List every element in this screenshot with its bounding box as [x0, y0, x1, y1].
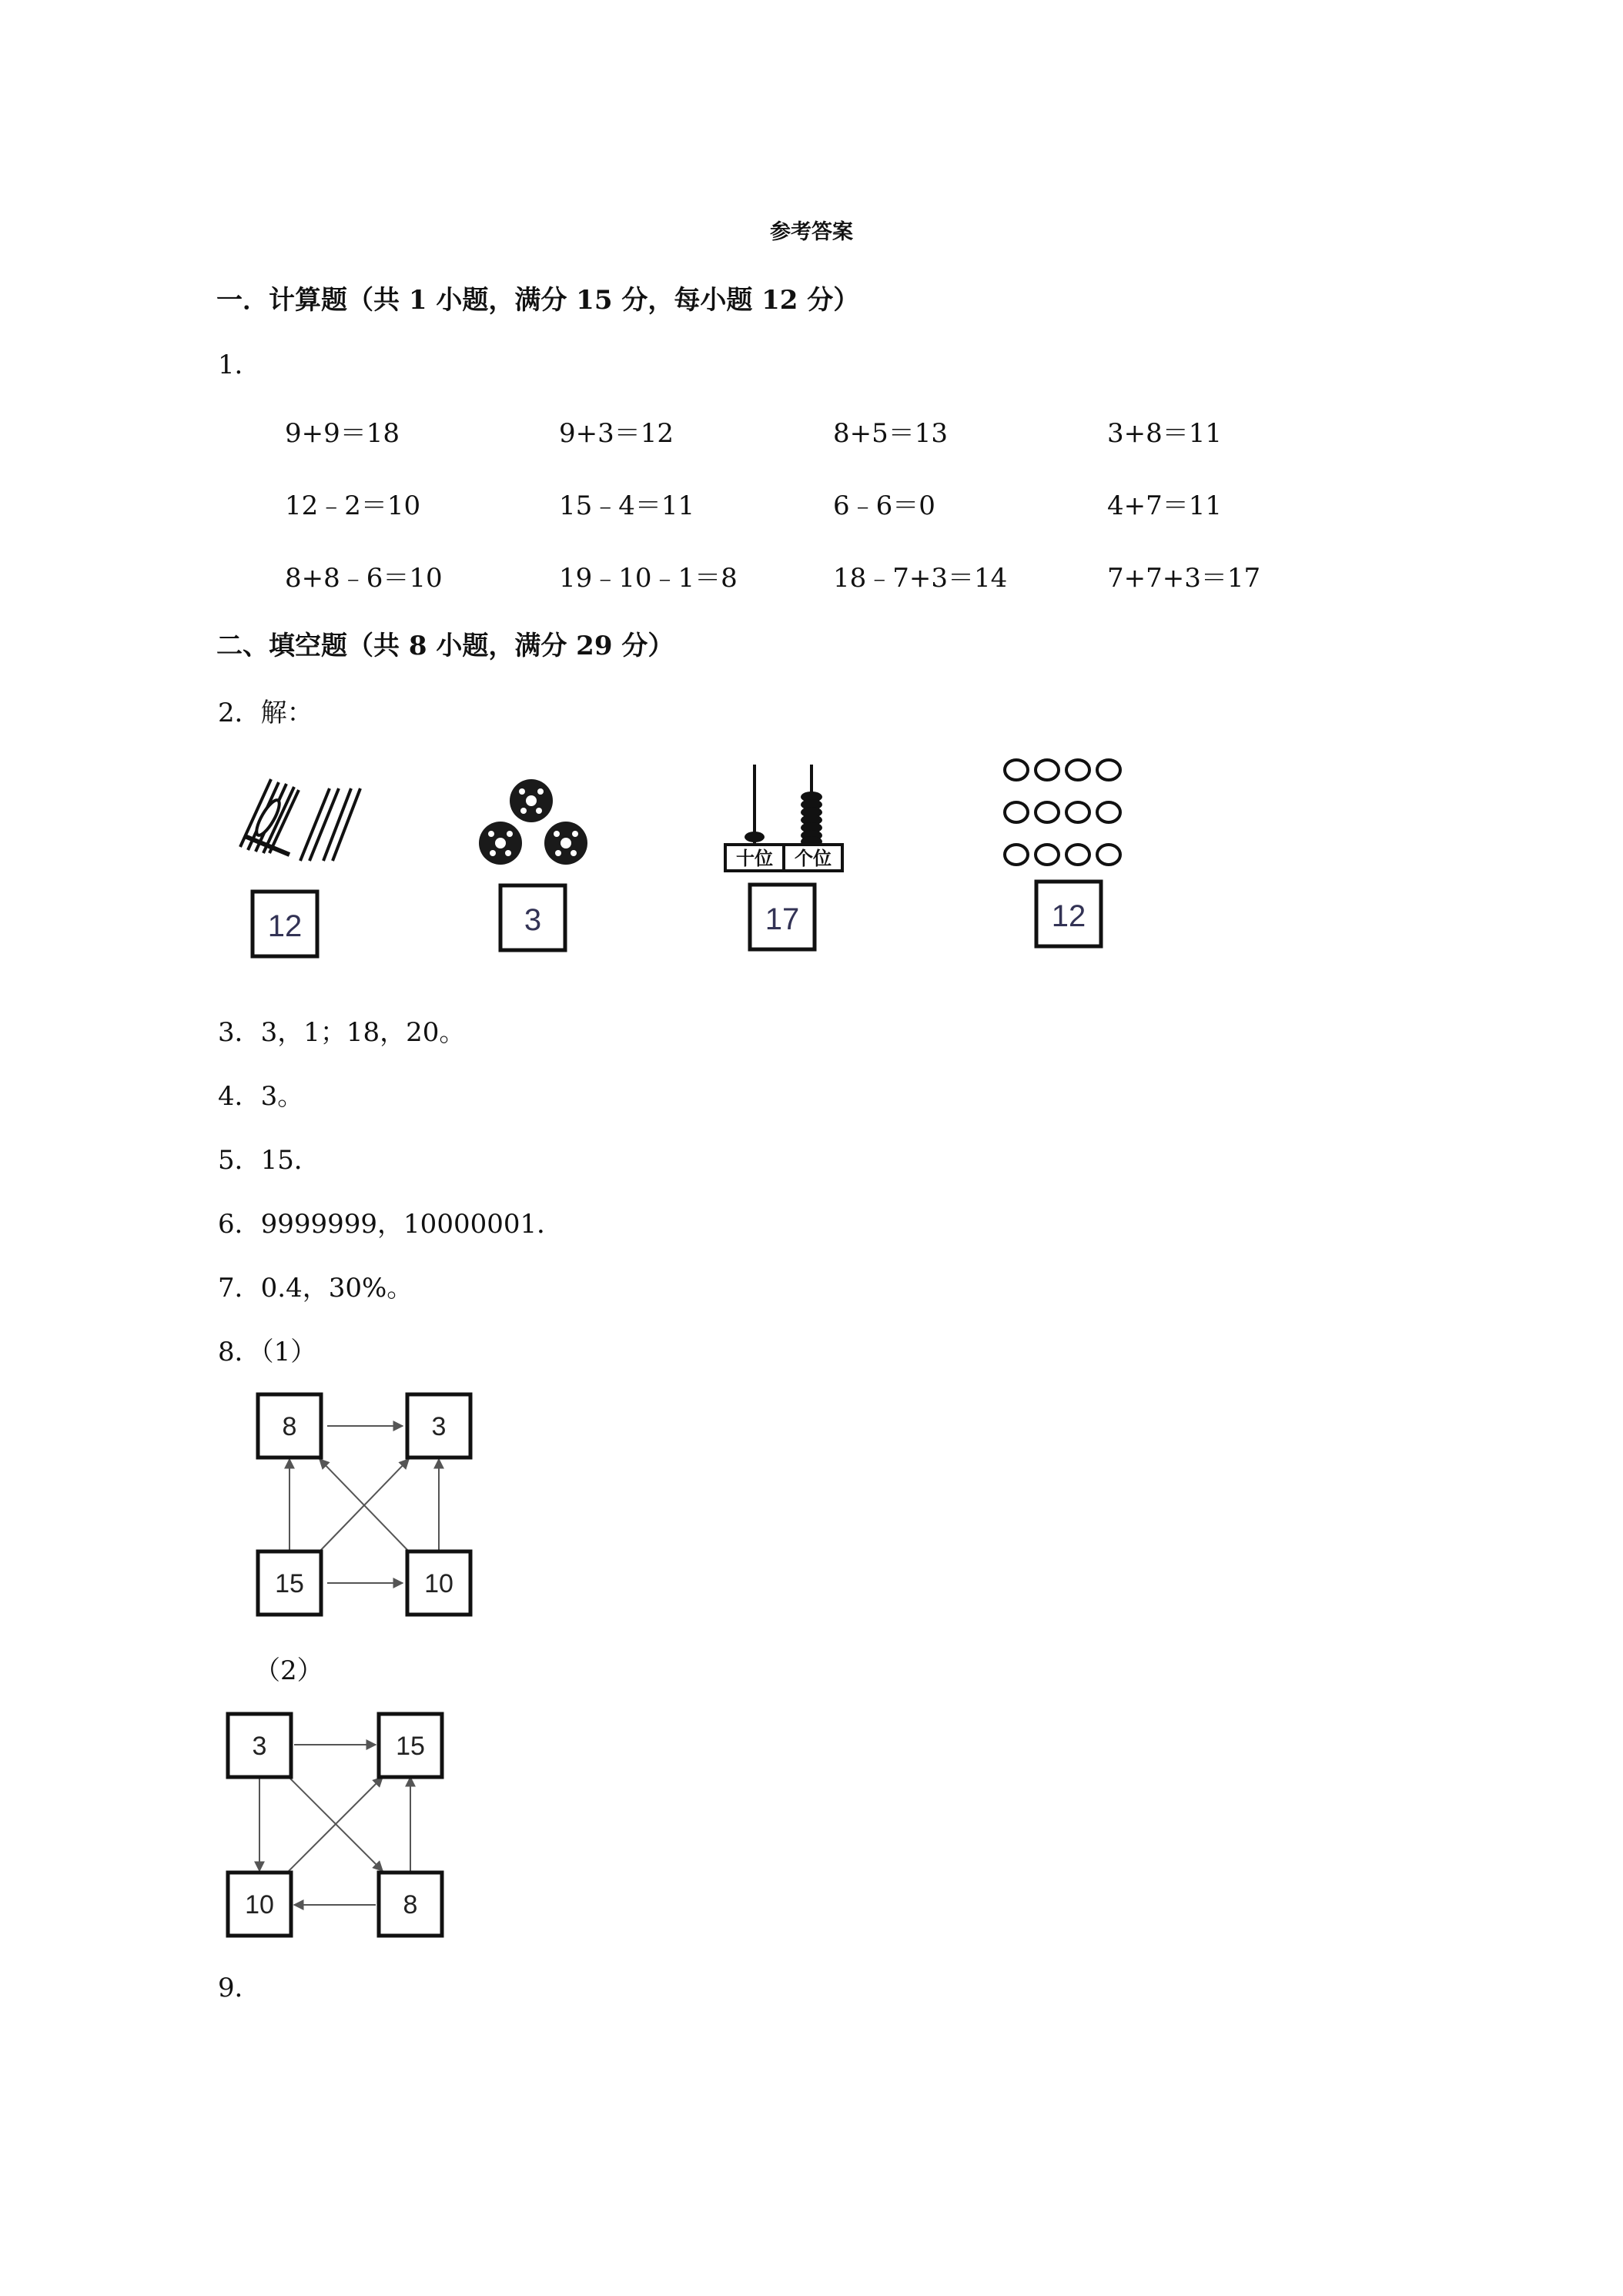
equation: 15﹣4＝11 — [559, 490, 695, 521]
q8-diagram-2 — [219, 1709, 450, 1940]
tens-place-label: 十位 — [736, 848, 773, 869]
circle-grid-icon — [1005, 760, 1120, 865]
equation: 8+8﹣6＝10 — [285, 563, 443, 594]
answer-line: 4．3。 — [218, 1081, 304, 1112]
answer-line: 6．9999999，10000001． — [218, 1209, 564, 1240]
answer-number: 3 — [524, 903, 542, 937]
equation: 18﹣7+3＝14 — [833, 563, 1008, 594]
box-number: 10 — [245, 1890, 274, 1919]
answer-line: 3．3，1；18，20。 — [218, 1017, 466, 1048]
answer-line: 5．15． — [218, 1145, 320, 1176]
ones-place-label: 个位 — [795, 848, 832, 869]
section-1-heading: 一．计算题（共 1 小题，满分 15 分，每小题 12 分） — [216, 285, 860, 316]
question-1-label: 1． — [218, 350, 261, 380]
page-title: 参考答案 — [770, 220, 853, 244]
q8-diagram-1 — [246, 1390, 477, 1621]
circles-figure — [993, 758, 1147, 955]
question-8-label: 8．（1） — [218, 1337, 317, 1367]
equation: 7+7+3＝17 — [1107, 563, 1261, 594]
question-2-label: 2．解： — [218, 698, 313, 728]
equation: 8+5＝13 — [833, 418, 949, 449]
balls-figure — [470, 770, 608, 962]
box-number: 8 — [282, 1412, 297, 1441]
stick-bundle-icon — [240, 779, 299, 855]
ball-icon — [544, 822, 587, 865]
equation: 6﹣6＝0 — [833, 490, 935, 521]
ball-icon — [479, 822, 522, 865]
abacus-icon — [725, 765, 842, 871]
box-number: 15 — [396, 1732, 425, 1761]
ball-icon — [510, 779, 553, 822]
box-number: 10 — [424, 1569, 453, 1598]
section-2-heading: 二、填空题（共 8 小题，满分 29 分） — [216, 631, 674, 661]
box-number: 8 — [403, 1890, 418, 1919]
box-number: 3 — [431, 1412, 447, 1441]
answer-number: 17 — [765, 902, 800, 936]
answer-number: 12 — [1051, 899, 1086, 933]
equation: 19﹣10﹣1＝8 — [559, 563, 738, 594]
question-8-part-2-label: （2） — [254, 1655, 323, 1686]
single-sticks-icon — [300, 788, 360, 861]
question-9-label: 9． — [218, 1973, 261, 2003]
equation: 3+8＝11 — [1107, 418, 1223, 449]
equation: 12﹣2＝10 — [285, 490, 421, 521]
equation: 4+7＝11 — [1107, 490, 1223, 521]
answer-number: 12 — [267, 909, 303, 943]
equation: 9+3＝12 — [559, 418, 674, 449]
abacus-figure — [716, 758, 862, 962]
box-number: 15 — [275, 1569, 304, 1598]
answer-line: 7．0.4，30%。 — [218, 1273, 413, 1304]
sticks-figure — [223, 762, 370, 962]
equation: 9+9＝18 — [285, 418, 400, 449]
box-number: 3 — [252, 1732, 267, 1761]
